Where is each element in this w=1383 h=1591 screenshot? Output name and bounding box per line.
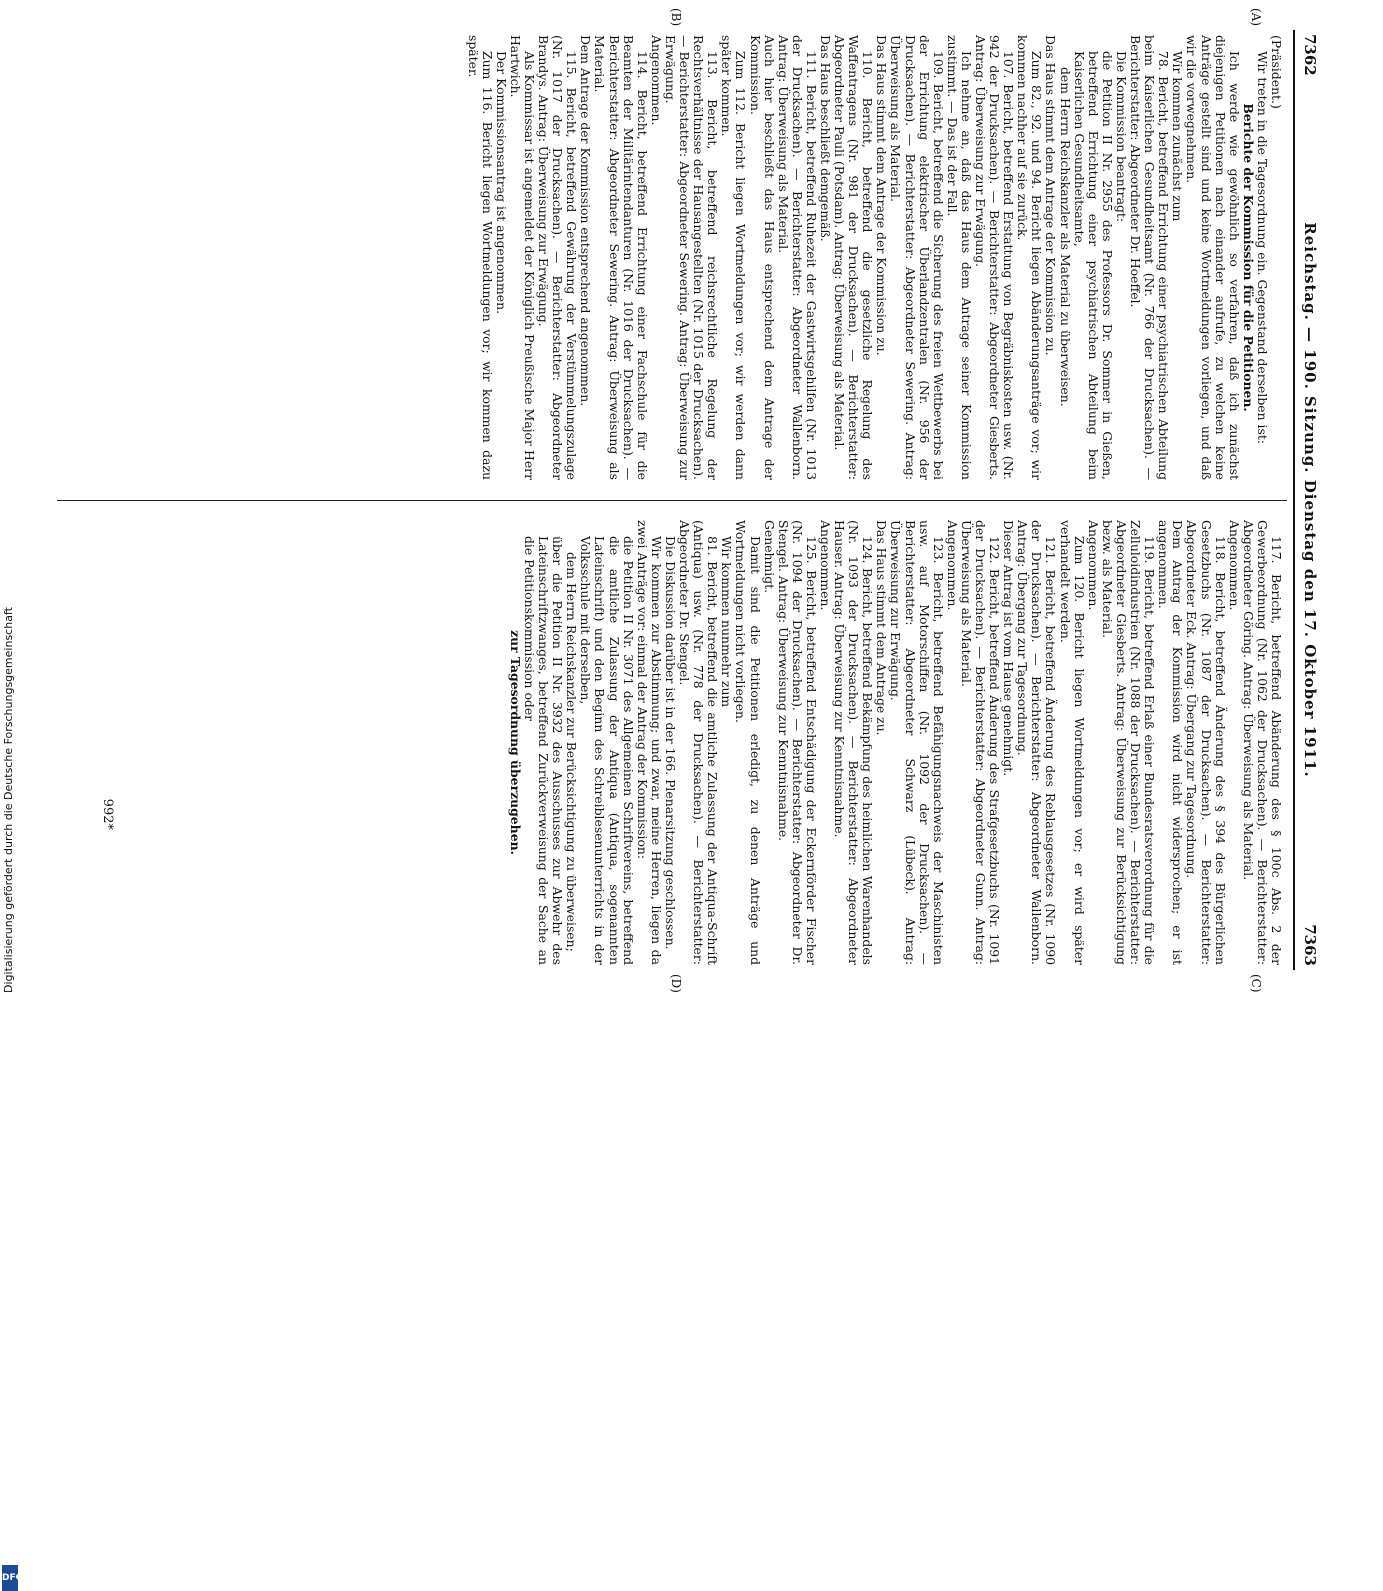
paragraph: Zum 82., 92. und 94. Bericht liegen Abänderungsanträge vor; wir kommen nachher auf sie zurück. [1015, 35, 1045, 480]
paragraph: Der Kommissionsantrag ist angenommen. [493, 51, 509, 315]
page-header [1293, 30, 1323, 970]
paragraph: Wir kommen zur Abstimmung; und zwar, meine Herren, liegen da zwei Anträge vor: einmal der Antrag der Kommission: [634, 520, 664, 965]
right-column [508, 520, 1283, 965]
petition-text: die Petition II Nr. 2955 des Professors Dr. Sommer in Gießen, betreffend Errichtung einer psychiatrischen Abteilung beim Kaiserlichen Gesundheitsamte, [1071, 51, 1115, 480]
petition-text: dem Herrn Reichskanzler als Material zu überweisen. [1057, 67, 1073, 407]
report-item: 121. Bericht, betreffend Änderung des Reblausgesetzes (Nr. 1090 der Drucksachen). — Berichterstatter: Abgeordneter Wallenborn. Antrag: Übergang zur Tagesordnung. [1015, 520, 1059, 965]
paragraph: Die Diskussion darüber ist in der 166. Plenarsitzung geschlossen. [662, 536, 678, 950]
paragraph: Die Kommission beantragt: [1113, 51, 1129, 223]
paragraph: Zum 120. Bericht liegen Wortmeldungen vor; er wird später verhandelt werden. [1057, 520, 1087, 965]
page-number-right: 7363 [1301, 924, 1319, 966]
page-title: Reichstag. — 190. Sitzung. Dienstag den 17. Oktober 1911. [1301, 222, 1319, 778]
report-item: 124. Bericht, betreffend Bekämpfung des heimlichen Warenhandels (Nr. 1093 der Drucksachen). — Berichterstatter: Abgeordneter Hauser. Antrag: Überweisung zur Kenntnisnahme. [832, 520, 876, 965]
paragraph: Angenommen. [818, 520, 833, 611]
report-item: 115. Bericht, betreffend Gewährung der Verstümmelungszulage (Nr. 1017 der Drucksachen). — Berichterstatter: Abgeordneter Brandys. Antrag: Überweisung zur Erwägung. [536, 35, 580, 480]
report-item: 123. Bericht, betreffend Befähigungsnachweis der Maschinisten usw. auf Motorschiffen (Nr. 1092 der Drucksachen). — Berichterstatter: Abgeordneter Schwarz (Lübeck). Antrag: Überweisung zur Erwägung. [888, 520, 946, 965]
report-item: 78. Bericht, betreffend Errichtung einer psychiatrischen Abteilung beim Kaiserlichen Gesundheitsamt (Nr. 766 der Drucksachen). — Berichterstatter: Abgeordneter Dr. Hoeffel. [1128, 35, 1172, 480]
report-item: 119. Bericht, betreffend Erlaß einer Bundesratsverordnung für die Zelluloidindustrien (Nr. 1088 der Drucksachen). — Berichterstatter: Abgeordneter Giesberts. Antrag: Überweisung zur Berücksichtigung bezw. als Material. [1099, 520, 1158, 965]
margin-mark-a: (A) [1249, 8, 1263, 27]
report-item: 113. Bericht, betreffend reichsrechtliche Regelung der Rechtsverhältnisse der Hausangestellten (Nr. 1015 der Drucksachen). — Berichterstatter: Abgeordneter Sewering. Antrag: Überweisung zur Erwägung. [662, 35, 721, 480]
paragraph: Auch hier beschließt das Haus entsprechend dem Antrage der Kommission. [747, 35, 777, 480]
report-item: 122. Bericht, betreffend Änderung des Strafgesetzbuchs (Nr. 1091 der Drucksachen). — Berichterstatter: Abgeordneter Gunn. Antrag: Überweisung als Material. [958, 520, 1003, 965]
report-item: 125. Bericht, betreffend Entschädigung der Eckernförder Fischer (Nr. 1094 der Drucksachen). — Berichterstatter: Abgeordneter Dr. Stengel. Antrag: Überweisung zur Kenntnisnahme. [775, 520, 819, 965]
report-item: 118. Bericht, betreffend Änderung des § 394 des Bürgerlichen Gesetzbuchs (Nr. 1087 der Drucksachen). — Berichterstatter: Abgeordneter Eck. Antrag: Übergang zur Tagesordnung. [1184, 520, 1228, 965]
report-item: 111. Bericht, betreffend Ruhezeit der Gastwirtsgehilfen (Nr. 1013 der Drucksachen). — Berichterstatter: Abgeordneter Wallenborn. Antrag: Überweisung als Material. [775, 35, 819, 480]
paragraph: Dem Antrage der Kommission entsprechend angenommen. [578, 35, 594, 407]
report-item: 81. Bericht, betreffend die amtliche Zulassung der Antiqua-Schrift (Antiqua) usw. (Nr. 778 der Drucksachen). — Berichterstatter: Abgeordneter Dr. Stengel. [677, 520, 721, 965]
paragraph: Als Kommissar ist angemeldet der Königlich Preußische Major Herr Hartwich. [507, 35, 538, 480]
report-item: 117. Bericht, betreffend Abänderung des § 100c Abs. 2 der Gewerbeordnung (Nr. 1062 der Drucksachen). — Berichterstatter: Abgeordneter Göring. Antrag: Überweisung als Material. [1240, 520, 1284, 965]
paragraph: Zum 112. Bericht liegen Wortmeldungen vor; wir werden dann später kommen. [719, 35, 749, 480]
petition-text: dem Herrn Reichskanzler zur Berücksichtigung zu überweisen; [564, 552, 580, 952]
report-item: 114. Bericht, betreffend Errichtung einer Fachschule für die Beamten der Militärintendanturen (Nr. 1016 der Drucksachen). — Berichterstatter: Abgeordneter Sewering. Antrag: Überweisung als Material. [592, 35, 650, 480]
paragraph: (Präsident.) [1269, 35, 1284, 109]
report-item: 107. Bericht, betreffend Erstattung von Begräbniskosten usw. (Nr. 942 der Drucksachen). — Berichterstatter: Abgeordneter Giesberts. Antrag: Überweisung zur Erwägung. [973, 35, 1017, 480]
paragraph: Damit sind die Petitionen erledigt, zu denen Anträge und Wortmeldungen nicht vorliegen. [733, 520, 763, 965]
section-heading: Berichte der Kommission für die Petitionen. [1240, 103, 1256, 412]
column-divider [57, 500, 1287, 501]
paragraph: Zum 116. Bericht liegen Wortmeldungen vor; wir kommen dazu später. [465, 35, 495, 480]
margin-mark-b: (B) [669, 8, 683, 27]
paragraph: Das Haus stimmt dem Antrage zu. [874, 520, 890, 736]
sheet-signature: 992* [100, 798, 115, 830]
report-item: 109. Bericht, betreffend die Sicherung des freien Wettbewerbs bei der Errichtung elektrischer Überlandzentralen (Nr. 956 der Drucksachen). — Berichterstatter: Abgeordneter Sewering. Antrag: Überweisung als Material. [888, 35, 946, 480]
paragraph: Angenommen. [1085, 520, 1101, 611]
petition-text: über die Petition II Nr. 3932 des Ausschusses zur Abwehr des Lateinschriftzwanges, betreffend Zurückverweisung der Sache an die Petitionskommission oder [522, 536, 566, 965]
page-number-left: 7362 [1301, 34, 1319, 76]
dfg-logo: DFG [2, 1565, 18, 1591]
funding-sidebar [0, 600, 24, 1583]
paragraph: Wir kommen nunmehr zum [719, 536, 735, 708]
paragraph: Dem Antrag der Kommission wird nicht widersprochen; er ist angenommen. [1156, 520, 1186, 965]
paragraph: Angenommen. [1226, 520, 1242, 611]
left-column [466, 35, 1283, 480]
paragraph: Ich nehme an, daß das Haus dem Antrage seiner Kommission zustimmt. — Das ist der Fall. [944, 35, 974, 480]
paragraph: Angenommen. [944, 520, 960, 611]
paragraph: Genehmigt. [761, 520, 777, 594]
paragraph: Ich werde wie gewöhnlich so verfahren, daß ich zunächst diejenigen Petitionen nach einander aufrufe, zu welchen keine Anträge gestellt sind und keine Wortmeldungen vorliegen, und daß wir die vorwegnehmen. [1184, 35, 1242, 480]
paragraph: Das Haus stimmt dem Antrage der Kommission zu. [874, 35, 890, 356]
paragraph: Wir kommen zunächst zum [1170, 51, 1186, 222]
paragraph: Wir treten in die Tagesordnung ein. Gegenstand derselben ist: [1254, 51, 1270, 444]
paragraph: Dieser Antrag ist vom Hause genehmigt. [1001, 520, 1017, 777]
paragraph: Angenommen. [648, 35, 664, 126]
funding-note: Digitalisierung gefördert durch die Deutsche Forschungsgemeinschaft [2, 607, 15, 993]
petition-text: die Petition II Nr. 3071 des Allgemeinen Schriftvereins, betreffend die amtliche Zulassung der Antiqua (Antiqua, sogenannten Lateinschrift) und den Beginn des Schreiblesenunterrichts in der Volksschule mit derselben, [578, 536, 636, 965]
margin-mark-c: (C) [1249, 974, 1263, 993]
report-item: 110. Bericht, betreffend die gesetzliche Regelung des Waffentragens (Nr. 981 der Drucksachen). — Berichterstatter: Abgeordneter Pauli (Potsdam). Antrag: Überweisung als Material. [832, 35, 876, 480]
newspaper-page [53, 8, 1323, 993]
paragraph: Das Haus stimmt dem Antrage der Kommission zu. [1043, 35, 1059, 356]
closing-line: zur Tagesordnung überzugehen. [507, 630, 523, 855]
paragraph: Das Haus beschließt demgemäß. [818, 35, 833, 242]
margin-mark-d: (D) [669, 974, 683, 993]
